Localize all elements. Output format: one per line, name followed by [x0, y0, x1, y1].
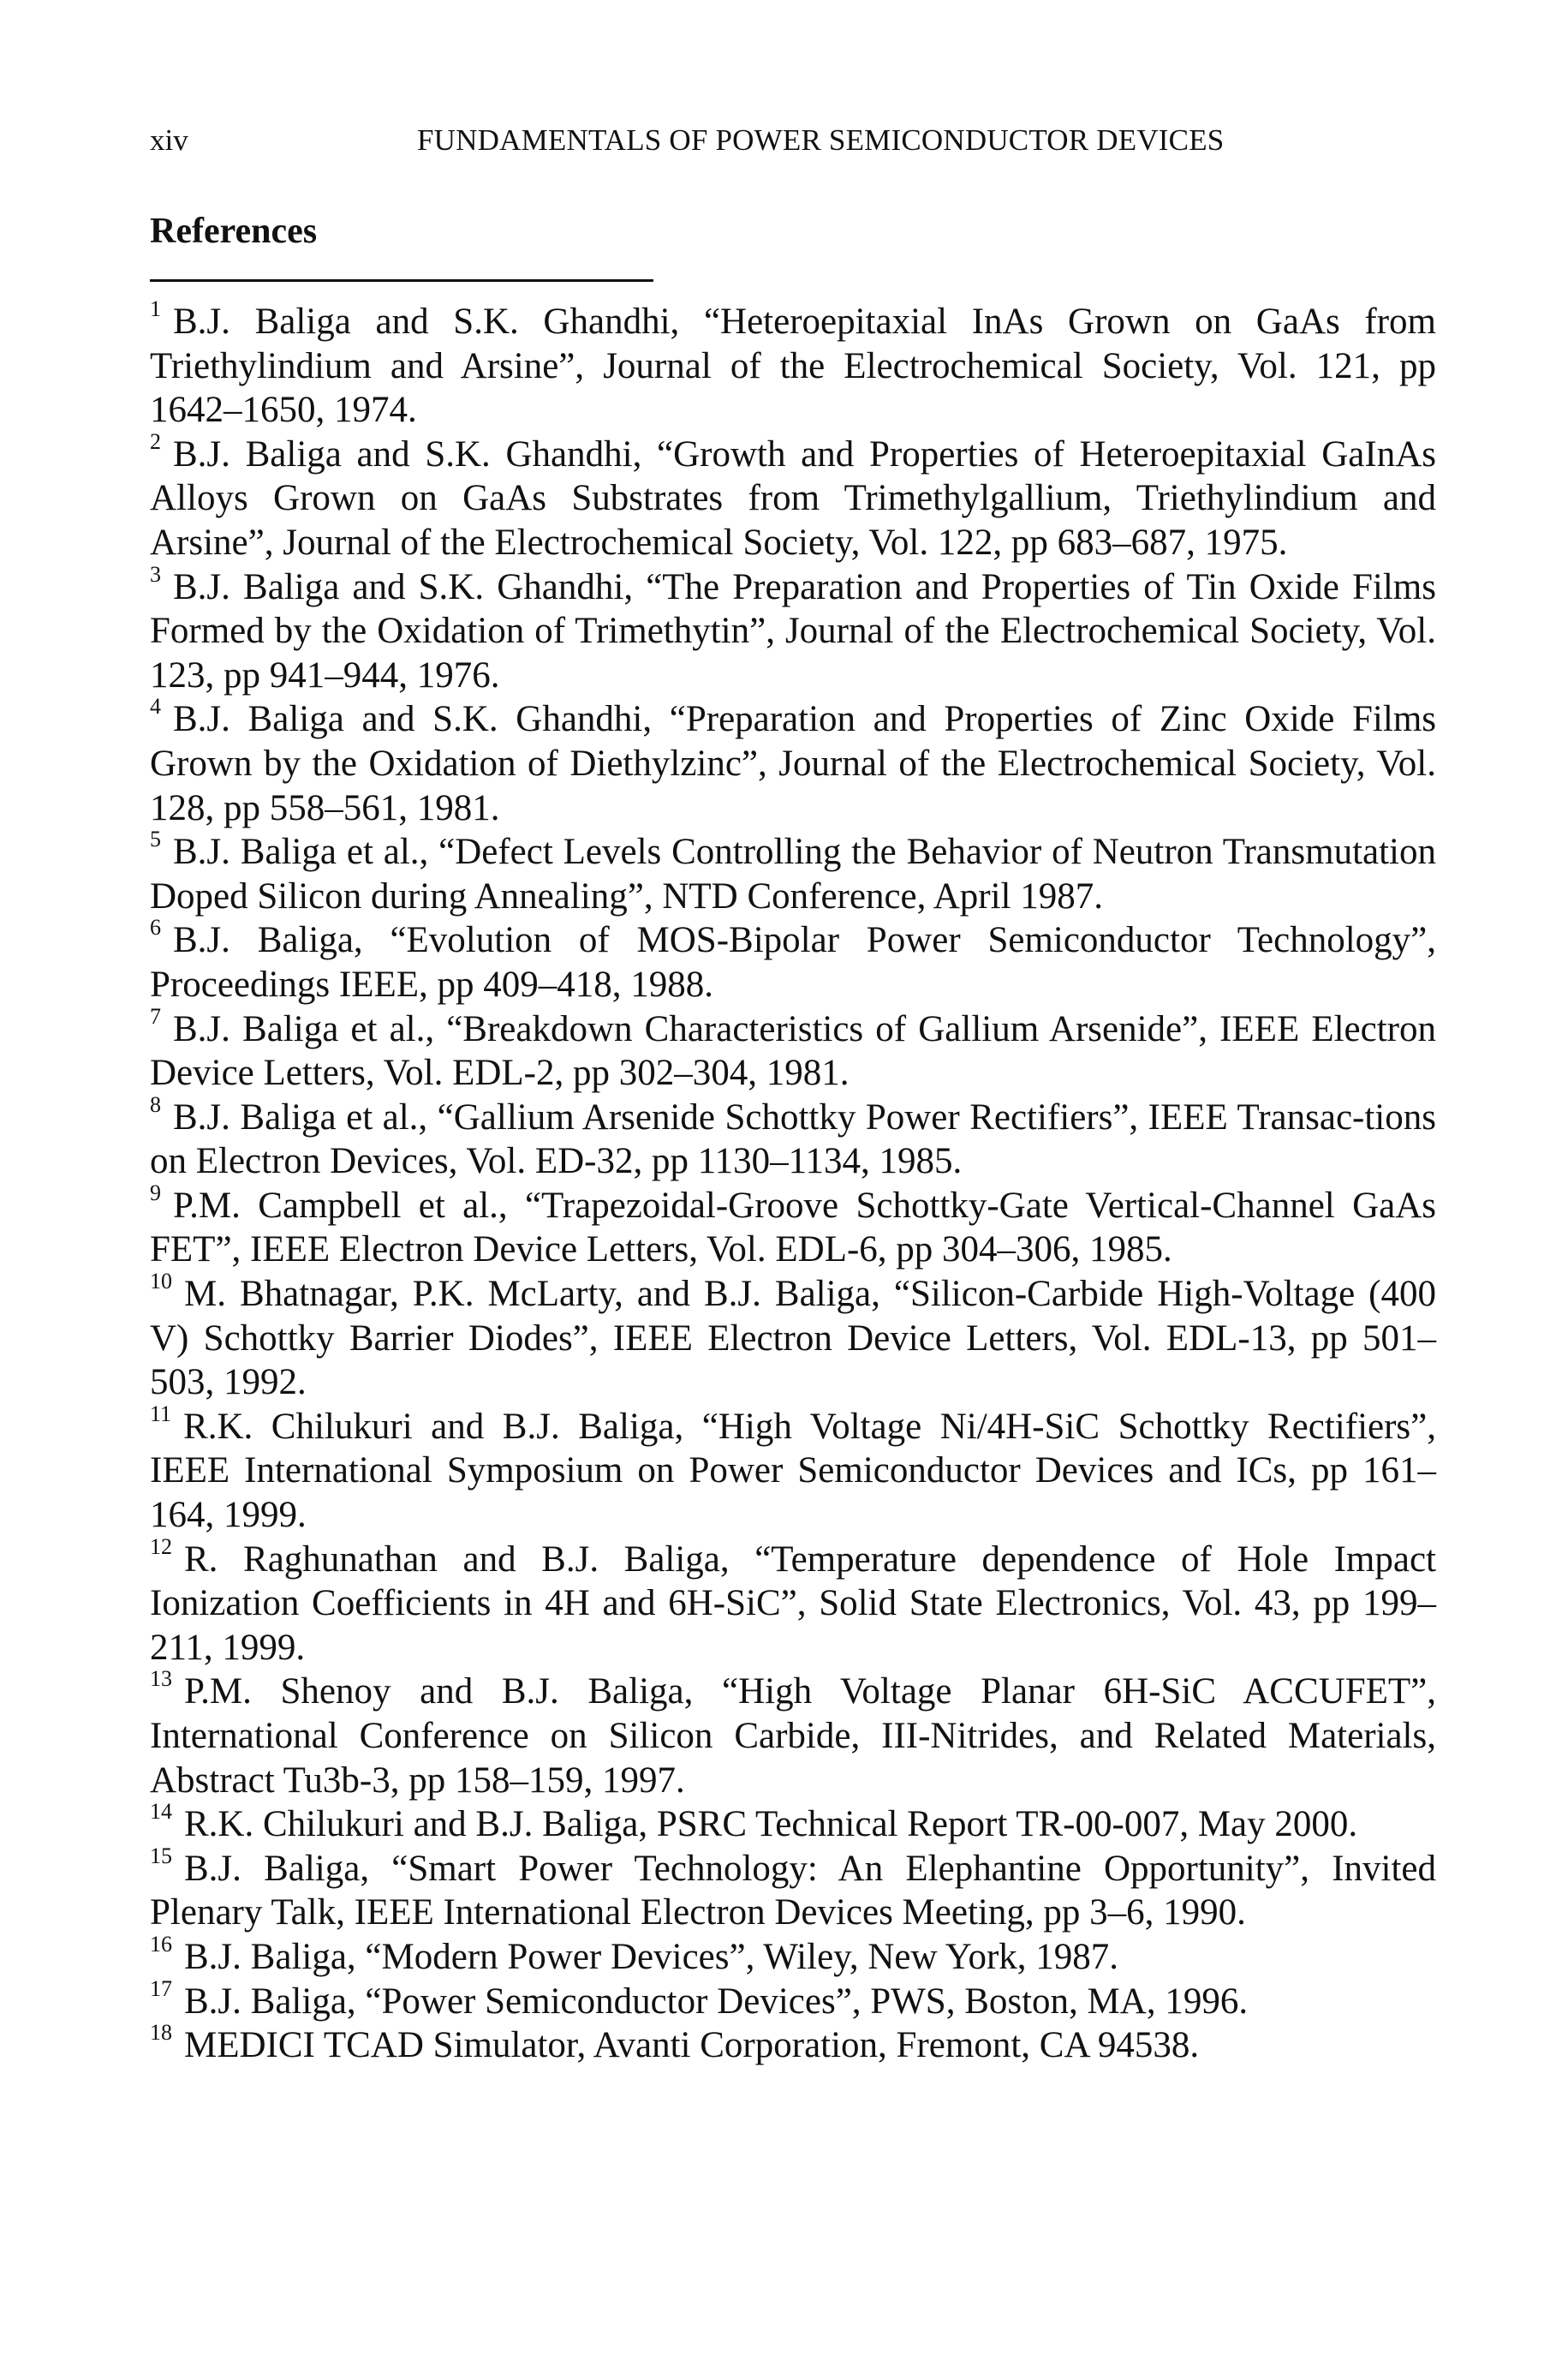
reference-item — [150, 827, 1436, 918]
reference-item — [150, 1843, 1436, 1935]
reference-number: 18 — [150, 2020, 172, 2046]
reference-text: B.J. Baliga and S.K. Ghandhi, “The Preparation and Properties of Tin Oxide Films Formed by the Oxidation of Trimethytin”, Journal of the Electrochemical Society, Vol. 123, pp 941–944, 1976. — [150, 566, 1436, 696]
reference-text: MEDICI TCAD Simulator, Avanti Corporation, Fremont, CA 94538. — [184, 2025, 1200, 2066]
reference-number: 8 — [150, 1091, 161, 1117]
page-number: xiv — [150, 123, 188, 157]
reference-text: B.J. Baliga, “Smart Power Technology: An Elephantine Opportunity”, Invited Plenary Talk, IEEE International Electron Devices Meeting, pp 3–6, 1990. — [150, 1848, 1436, 1933]
reference-text: B.J. Baliga, “Modern Power Devices”, Wiley, New York, 1987. — [184, 1936, 1119, 1977]
reference-text: B.J. Baliga, “Evolution of MOS-Bipolar Power Semiconductor Technology”, Proceedings IEEE, pp 409–418, 1988. — [150, 920, 1436, 1005]
reference-item — [150, 1401, 1436, 1538]
reference-text: B.J. Baliga et al., “Defect Levels Controlling the Behavior of Neutron Transmutation Doped Silicon during Annealing”, NTD Conference, April 1987. — [150, 832, 1436, 917]
reference-text: B.J. Baliga et al., “Gallium Arsenide Schottky Power Rectifiers”, IEEE Transac-tions on Electron Devices, Vol. ED-32, pp 1130–1134, 1985. — [150, 1096, 1436, 1182]
reference-text: B.J. Baliga, “Power Semiconductor Devices”, PWS, Boston, MA, 1996. — [184, 1981, 1249, 2022]
reference-text: B.J. Baliga and S.K. Ghandhi, “Preparation and Properties of Zinc Oxide Films Grown by the Oxidation of Diethylzinc”, Journal of the Electrochemical Society, Vol. 128, pp 558–561, 1981. — [150, 699, 1436, 828]
reference-number: 4 — [150, 694, 161, 720]
reference-item — [150, 561, 1436, 698]
reference-number: 5 — [150, 827, 161, 852]
reference-item — [150, 1003, 1436, 1096]
reference-text: R.K. Chilukuri and B.J. Baliga, “High Voltage Ni/4H-SiC Schottky Rectifiers”, IEEE International Symposium on Power Semiconductor Devices and ICs, pp 161–164, 1999. — [150, 1406, 1436, 1536]
reference-number: 14 — [150, 1799, 172, 1825]
references-heading: References — [150, 212, 318, 251]
book-title: FUNDAMENTALS OF POWER SEMICONDUCTOR DEVICES — [417, 123, 1225, 157]
reference-number: 17 — [150, 1975, 172, 2001]
reference-item — [150, 1180, 1436, 1272]
reference-text: P.M. Campbell et al., “Trapezoidal-Groove Schottky-Gate Vertical-Channel GaAs FET”, IEEE Electron Device Letters, Vol. EDL-6, pp 304–306, 1985. — [150, 1185, 1436, 1270]
reference-item — [150, 1931, 1436, 1980]
reference-number: 6 — [150, 915, 161, 941]
reference-text: B.J. Baliga et al., “Breakdown Characteristics of Gallium Arsenide”, IEEE Electron Device Letters, Vol. EDL-2, pp 302–304, 1981. — [150, 1008, 1436, 1094]
reference-item — [150, 1533, 1436, 1670]
reference-item — [150, 1091, 1436, 1184]
reference-item — [150, 1975, 1436, 2024]
reference-text: B.J. Baliga and S.K. Ghandhi, “Growth and Properties of Heteroepitaxial GaInAs Alloys Grown on GaAs Substrates from Trimethylgallium, Triethylindium and Arsine”, Journal of the Electrochemical Society, Vol. 122, pp 683–687, 1975. — [150, 433, 1436, 563]
reference-number: 9 — [150, 1180, 161, 1205]
reference-number: 10 — [150, 1269, 172, 1294]
reference-text: P.M. Shenoy and B.J. Baliga, “High Voltage Planar 6H-SiC ACCUFET”, International Conference on Silicon Carbide, III-Nitrides, and Related Materials, Abstract Tu3b-3, pp 158–159, 1997. — [150, 1671, 1436, 1801]
reference-number: 7 — [150, 1003, 161, 1029]
reference-item — [150, 296, 1436, 433]
reference-item — [150, 1666, 1436, 1802]
reference-number: 3 — [150, 561, 161, 587]
reference-number: 13 — [150, 1666, 172, 1692]
reference-number: 11 — [150, 1401, 172, 1426]
book-page — [150, 0, 1436, 2378]
reference-list — [150, 296, 1436, 2068]
reference-number: 1 — [150, 296, 161, 321]
reference-number: 16 — [150, 1931, 172, 1957]
reference-item — [150, 915, 1436, 1007]
reference-text: B.J. Baliga and S.K. Ghandhi, “Heteroepitaxial InAs Grown on GaAs from Triethylindium and Arsine”, Journal of the Electrochemical Society, Vol. 121, pp 1642–1650, 1974. — [150, 302, 1436, 431]
reference-number: 12 — [150, 1533, 172, 1559]
reference-item — [150, 428, 1436, 565]
reference-text: R.K. Chilukuri and B.J. Baliga, PSRC Technical Report TR-00-007, May 2000. — [184, 1804, 1358, 1845]
reference-item — [150, 694, 1436, 830]
footnote-rule — [150, 279, 653, 282]
reference-number: 2 — [150, 428, 161, 454]
reference-item — [150, 1799, 1436, 1847]
reference-item — [150, 1269, 1436, 1405]
reference-text: R. Raghunathan and B.J. Baliga, “Temperature dependence of Hole Impact Ionization Coefficients in 4H and 6H-SiC”, Solid State Electronics, Vol. 43, pp 199–211, 1999. — [150, 1539, 1436, 1668]
reference-item — [150, 2020, 1436, 2068]
reference-text: M. Bhatnagar, P.K. McLarty, and B.J. Baliga, “Silicon-Carbide High-Voltage (400 V) Schottky Barrier Diodes”, IEEE Electron Device Letters, Vol. EDL-13, pp 501–503, 1992. — [150, 1274, 1436, 1403]
running-head — [150, 122, 1436, 159]
reference-number: 15 — [150, 1843, 172, 1868]
